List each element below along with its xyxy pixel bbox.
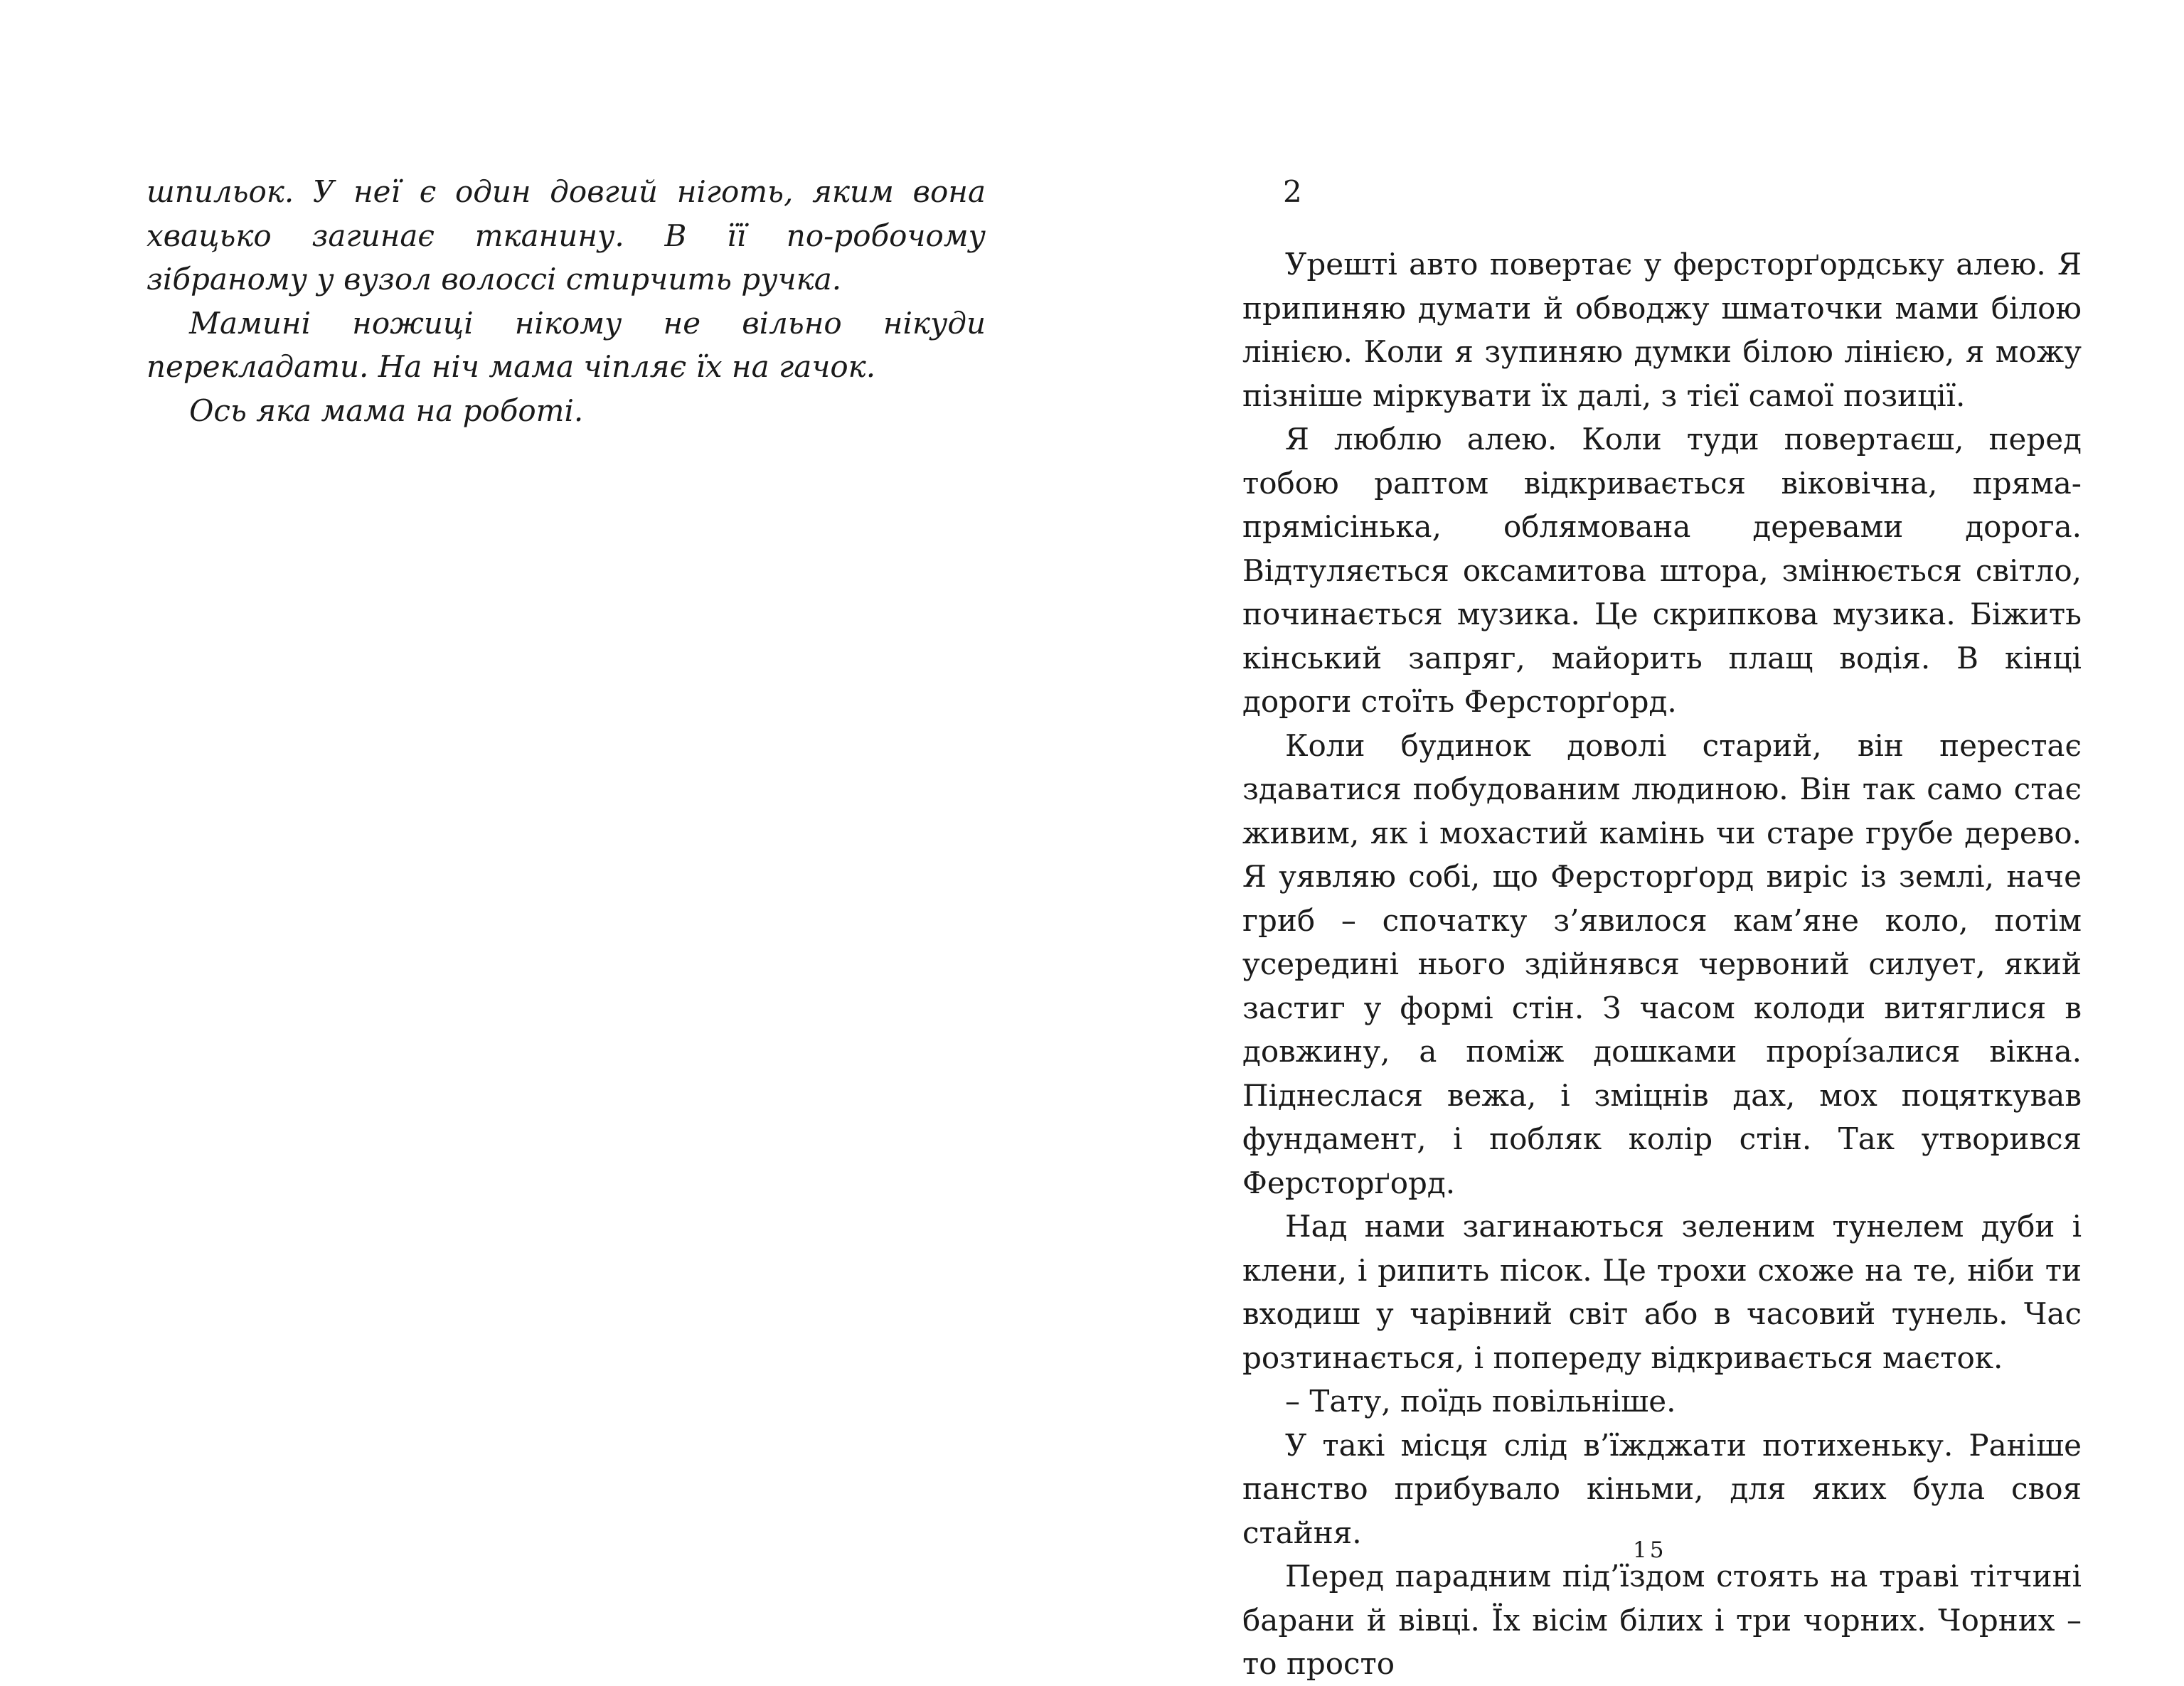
paragraph: Перед парадним під’їздом стоять на траві тітчині барани й вівці. Їх вісім білих і три чорних. Чорних – то просто	[1242, 1559, 2082, 1681]
paragraph: У такі місця слід в’їжджати потихеньку. Раніше панство прибувало кіньми, для яких була своя стайня.	[1242, 1427, 2082, 1550]
paragraph: Мамині ножиці нікому не вільно нікуди перекладати. На ніч мама чіпляє їх на гачок.	[147, 305, 986, 384]
paragraph: Над нами загинаються зеленим тунелем дуби і клени, і рипить пісок. Це трохи схоже на те, ніби ти входиш у чарівний світ або в часовий тунель. Час розтинається, і попереду відкривається маєток.	[1242, 1209, 2082, 1375]
chapter-number: 2	[1283, 174, 1302, 209]
paragraph: – Тату, поїдь повільніше.	[1285, 1384, 1676, 1419]
paragraph: Коли будинок доволі старий, він перестає здаватися побудованим людиною. Він так само стає живим, як і мохастий камінь чи старе грубе дерево. Я уявляю собі, що Ферсторґорд виріс із землі, наче гриб – спочатку з’явилося кам’яне коло, потім усередині нього здійнявся червоний силует, який застиг у формі стін. З часом колоди витяглися в довжину, а поміж дошками прорі́залися вікна. Піднеслася вежа, і зміцнів дах, мох поцяткував фундамент, і побляк колір стін. Так утворився Ферсторґорд.	[1242, 727, 2082, 1200]
left-page-text	[147, 170, 986, 432]
paragraph: Я люблю алею. Коли туди повертаєш, перед тобою раптом відкривається віковічна, пряма-прямісінька, облямована деревами дорога. Відтуляється оксамитова штора, змінюється світло, починається музика. Це скрипкова музика. Біжить кінський запряг, майорить плащ водія. В кінці дороги стоїть Ферсторґорд.	[1242, 422, 2082, 719]
right-page-text	[1242, 242, 2082, 1686]
paragraph: Ось яка мама на роботі.	[189, 393, 584, 428]
paragraph: Урешті авто повертає у ферсторґордську алею. Я припиняю думати й обводжу шматочки мами білою лінією. Коли я зупиняю думки білою лінією, я можу пізніше міркувати їх далі, з тієї самої позиції.	[1242, 247, 2082, 413]
paragraph: шпильок. У неї є один довгий ніготь, яким вона хвацько загинає тканину. В її по-робочому зібраному у вузол волоссі стирчить ручка.	[147, 174, 986, 297]
left-page	[0, 0, 1092, 1680]
right-page	[1092, 0, 2184, 1680]
page-number: 15	[1633, 1537, 1667, 1563]
